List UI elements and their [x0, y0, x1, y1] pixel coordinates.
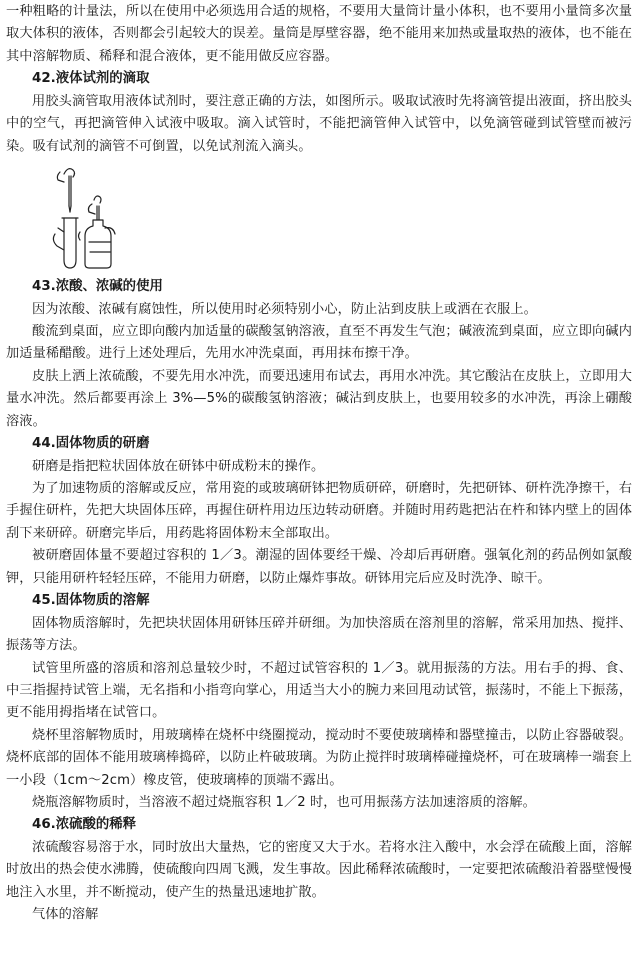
section-44-heading: 44.固体物质的研磨: [32, 436, 150, 452]
section-42-heading: 42.液体试剂的滴取: [32, 71, 150, 87]
section-44-paragraph-2: 为了加速物质的溶解或反应，常用瓷的或玻璃研钵把物质研碎，研磨时，先把研钵、研杵洗净擦干，右手握住研杵，先把大块固体压碎，再握住研杵用边压边转动研磨。并随时用药匙把沾在杵和钵内壁上的固体刮下来研碎。研磨完毕后，用药匙将固体粉末全部取出。: [6, 481, 632, 541]
section-43-paragraph-1: 因为浓酸、浓碱有腐蚀性，所以使用时必须特别小心，防止沾到皮肤上或洒在衣服上。: [32, 301, 537, 317]
section-43-paragraph-3: 皮肤上洒上浓硫酸，不要先用水冲洗，而要迅速用布试去，再用水冲洗。其它酸沾在皮肤上，立即用大量水冲洗。然后都要再涂上 3%—5%的碳酸氢钠溶液；碱沾到皮肤上，也要用较多的水冲洗，再涂上硼酸溶液。: [6, 368, 632, 429]
section-43-heading: 43.浓酸、浓碱的使用: [32, 279, 163, 295]
section-44-paragraph-1: 研磨是指把粒状固体放在研钵中研成粉末的操作。: [32, 458, 325, 474]
intro-paragraph: 一种粗略的计量法，所以在使用中必须选用合适的规格，不要用大量筒计量小体积，也不要用小量筒多次量取大体积的液体，否则都会引起较大的误差。量筒是厚壁容器，绝不能用来加热或量取热的液体，也不能在其中溶解物质、稀释和混合液体，更不能用做反应容器。: [6, 4, 632, 64]
section-42-paragraph: 用胶头滴管取用液体试剂时，要注意正确的方法，如图所示。吸取试液时先将滴管提出液面，挤出胶头中的空气，再把滴管伸入试液中吸取。滴入试管时，不能把滴管伸入试管中，以免滴管碰到试管壁而被污染。吸有试剂的滴管不可倒置，以免试剂流入滴头。: [6, 93, 632, 154]
section-46-paragraph-1: 浓硫酸容易溶于水，同时放出大量热，它的密度又大于水。若将水注入酸中，水会浮在硫酸上面，溶解时放出的热会使水沸腾，使硫酸向四周飞溅，发生事故。因此稀释浓硫酸时，一定要把浓硫酸沿着器壁慢慢地注入水里，并不断搅动，使产生的热量迅速地扩散。: [6, 839, 632, 900]
section-46-heading: 46.浓硫酸的稀释: [32, 817, 137, 833]
section-45-paragraph-4: 烧瓶溶解物质时，当溶液不超过烧瓶容积 1／2 时，也可用振荡方法加速溶质的溶解。: [32, 794, 536, 810]
section-45-paragraph-2: 试管里所盛的溶质和溶剂总量较少时，不超过试管容积的 1／3。就用振荡的方法。用右手的拇、食、中三指握持试管上端，无名指和小指弯向掌心，用适当大小的腕力来回甩动试管，振荡时，不能上下振荡，更不能用拇指堵在试管口。: [6, 660, 632, 721]
section-45-paragraph-3: 烧杯里溶解物质时，用玻璃棒在烧杯中绕圈搅动，搅动时不要使玻璃棒和器壁撞击，以防止容器破裂。烧杯底部的固体不能用玻璃棒捣碎，以防止杵破玻璃。为防止搅拌时玻璃棒碰撞烧杯，可在玻璃棒一端套上一小段（1cm～2cm）橡皮管，使玻璃棒的顶端不露出。: [6, 727, 632, 788]
dropper-illustration-icon: [50, 162, 130, 272]
section-45-heading: 45.固体物质的溶解: [32, 593, 150, 609]
section-46-paragraph-2: 气体的溶解: [32, 907, 99, 923]
section-43-paragraph-2: 酸流到桌面，应立即向酸内加适量的碳酸氢钠溶液，直至不再发生气泡；碱液流到桌面，应立即向碱内加适量稀醋酸。进行上述处理后，先用水冲洗桌面，再用抹布擦干净。: [6, 324, 632, 362]
dropper-figure: [6, 158, 632, 276]
section-44-paragraph-3: 被研磨固体量不要超过容积的 1／3。潮湿的固体要经干燥、冷却后再研磨。强氧化剂的药品例如氯酸钾，只能用研杵轻轻压碎，不能用力研磨，以防止爆炸事故。研钵用完后应及时洗净、晾干。: [6, 548, 632, 586]
section-45-paragraph-1: 固体物质溶解时，先把块状固体用研钵压碎并研细。为加快溶质在溶剂里的溶解，常采用加热、搅拌、振荡等方法。: [6, 615, 632, 654]
